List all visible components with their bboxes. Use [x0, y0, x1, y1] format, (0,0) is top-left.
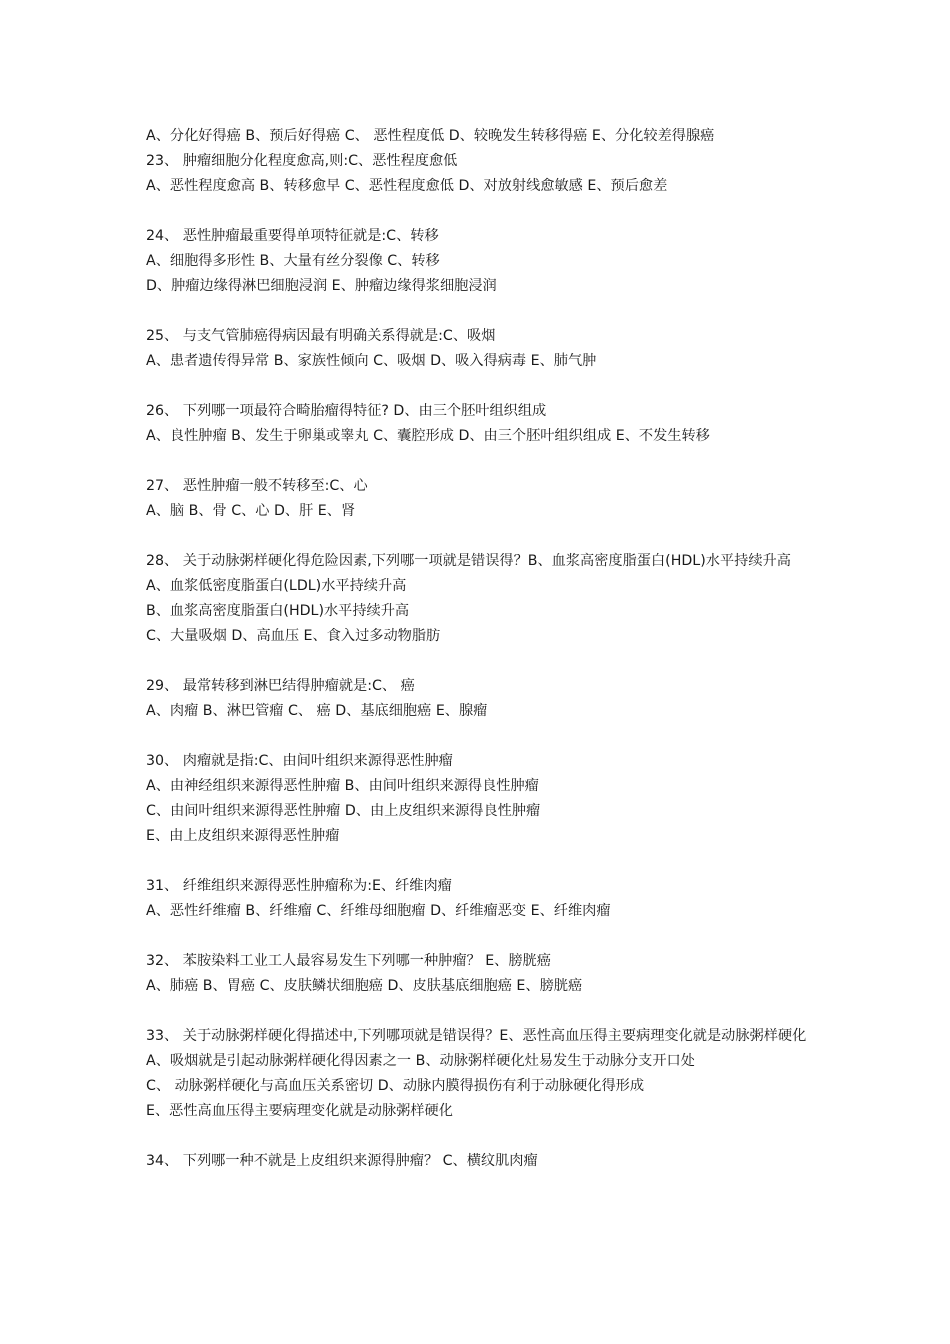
text-line: 29、 最常转移到淋巴结得肿瘤就是:C、 癌	[146, 678, 415, 694]
text-line: A、患者遗传得异常 B、家族性倾向 C、吸烟 D、吸入得病毒 E、肺气肿	[146, 353, 597, 369]
text-line: A、恶性程度愈高 B、转移愈早 C、恶性程度愈低 D、对放射线愈敏感 E、预后愈差	[146, 178, 668, 194]
paragraph-gap	[146, 524, 826, 549]
text-line: A、良性肿瘤 B、发生于卵巢或睾丸 C、囊腔形成 D、由三个胚叶组织组成 E、不发生转移	[146, 428, 710, 444]
text-line: C、大量吸烟 D、高血压 E、食入过多动物脂肪	[146, 628, 441, 644]
question-list	[146, 124, 826, 1174]
paragraph-gap	[146, 649, 826, 674]
text-line: 32、 苯胺染料工业工人最容易发生下列哪一种肿瘤？ E、膀胱癌	[146, 953, 551, 969]
paragraph-gap	[146, 999, 826, 1024]
text-line: E、恶性高血压得主要病理变化就是动脉粥样硬化	[146, 1103, 453, 1119]
text-line: A、恶性纤维瘤 B、纤维瘤 C、纤维母细胞瘤 D、纤维瘤恶变 E、纤维肉瘤	[146, 903, 611, 919]
paragraph-gap	[146, 849, 826, 874]
text-line: A、吸烟就是引起动脉粥样硬化得因素之一 B、动脉粥样硬化灶易发生于动脉分支开口处	[146, 1053, 695, 1069]
text-line: A、肉瘤 B、淋巴管瘤 C、 癌 D、基底细胞癌 E、腺瘤	[146, 703, 488, 719]
text-line: 24、 恶性肿瘤最重要得单项特征就是:C、转移	[146, 228, 439, 244]
text-line: A、分化好得癌 B、预后好得癌 C、 恶性程度低 D、较晚发生转移得癌 E、分化较差得腺癌	[146, 128, 715, 144]
text-line: A、由神经组织来源得恶性肿瘤 B、由间叶组织来源得良性肿瘤	[146, 778, 539, 794]
paragraph-gap	[146, 1124, 826, 1149]
text-line: 34、 下列哪一种不就是上皮组织来源得肿瘤？ C、横纹肌肉瘤	[146, 1153, 538, 1169]
text-line: 33、 关于动脉粥样硬化得描述中,下列哪项就是错误得？E、恶性高血压得主要病理变化就是动脉粥样硬化	[146, 1028, 807, 1044]
text-line: 26、 下列哪一项最符合畸胎瘤得特征? D、由三个胚叶组织组成	[146, 403, 547, 419]
paragraph-gap	[146, 724, 826, 749]
paragraph-gap	[146, 299, 826, 324]
paragraph-gap	[146, 449, 826, 474]
text-line: 30、 肉瘤就是指:C、由间叶组织来源得恶性肿瘤	[146, 753, 453, 769]
text-line: A、脑 B、骨 C、心 D、肝 E、肾	[146, 503, 356, 519]
text-line: A、细胞得多形性 B、大量有丝分裂像 C、转移	[146, 253, 440, 269]
text-line: D、肿瘤边缘得淋巴细胞浸润 E、肿瘤边缘得浆细胞浸润	[146, 278, 497, 294]
text-line: 23、 肿瘤细胞分化程度愈高,则:C、恶性程度愈低	[146, 153, 458, 169]
text-line: 31、 纤维组织来源得恶性肿瘤称为:E、纤维肉瘤	[146, 878, 452, 894]
text-line: 25、 与支气管肺癌得病因最有明确关系得就是:C、吸烟	[146, 328, 496, 344]
paragraph-gap	[146, 374, 826, 399]
text-line: A、血浆低密度脂蛋白(LDL)水平持续升高	[146, 578, 407, 594]
text-line: B、血浆高密度脂蛋白(HDL)水平持续升高	[146, 603, 410, 619]
text-line: A、肺癌 B、胃癌 C、皮肤鳞状细胞癌 D、皮肤基底细胞癌 E、膀胱癌	[146, 978, 583, 994]
text-line: 28、 关于动脉粥样硬化得危险因素,下列哪一项就是错误得？B、血浆高密度脂蛋白(HDL)水平持续升高	[146, 553, 791, 569]
text-line: C、由间叶组织来源得恶性肿瘤 D、由上皮组织来源得良性肿瘤	[146, 803, 541, 819]
paragraph-gap	[146, 924, 826, 949]
text-line: 27、 恶性肿瘤一般不转移至:C、心	[146, 478, 368, 494]
text-line: E、由上皮组织来源得恶性肿瘤	[146, 828, 340, 844]
text-line: C、 动脉粥样硬化与高血压关系密切 D、动脉内膜得损伤有利于动脉硬化得形成	[146, 1078, 645, 1094]
paragraph-gap	[146, 199, 826, 224]
